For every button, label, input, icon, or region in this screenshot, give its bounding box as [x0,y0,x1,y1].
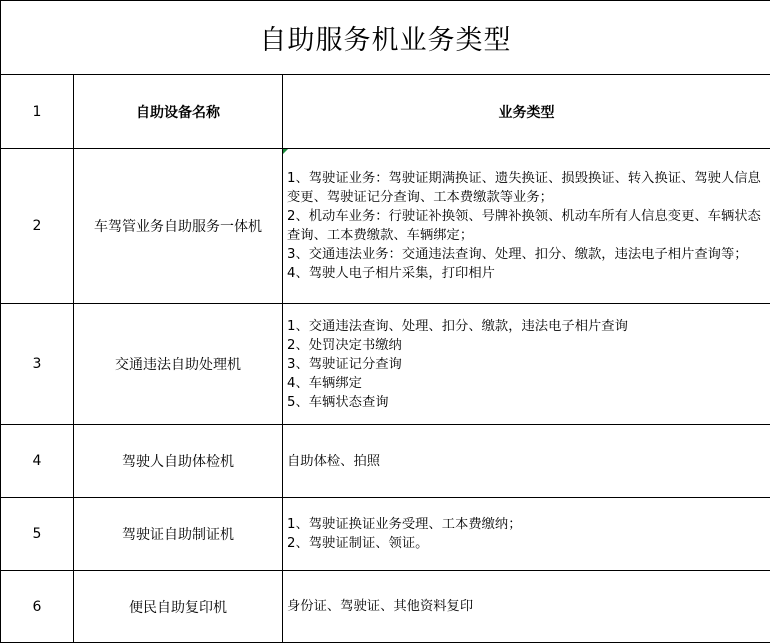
device-name-cell[interactable]: 交通违法自助处理机 [74,304,283,425]
services-cell[interactable] [283,149,770,304]
title-row [1,1,770,75]
service-line: 2、处罚决定书缴纳 [287,336,768,355]
table-row [1,425,770,498]
row-index-cell[interactable]: 5 [1,498,74,571]
service-line: 4、车辆绑定 [287,374,768,393]
service-line: 5、车辆状态查询 [287,393,768,412]
device-name-cell[interactable]: 驾驶证自助制证机 [74,498,283,571]
service-line: 1、驾驶证业务：驾驶证期满换证、遗失换证、损毁换证、转入换证、驾驶人信息变更、驾驶证记分查询、工本费缴款等业务； [287,169,768,207]
header-device-name-cell[interactable]: 自助设备名称 [74,75,283,149]
service-line: 3、驾驶证记分查询 [287,355,768,374]
service-line: 3、交通违法业务：交通违法查询、处理、扣分、缴款，违法电子相片查询等； [287,245,768,264]
header-index-cell[interactable]: 1 [1,75,74,149]
service-line: 1、交通违法查询、处理、扣分、缴款，违法电子相片查询 [287,317,768,336]
device-name-cell[interactable]: 车驾管业务自助服务一体机 [74,149,283,304]
table-row [1,149,770,304]
services-cell[interactable] [283,304,770,425]
service-line: 身份证、驾驶证、其他资料复印 [287,597,768,616]
row-index-cell[interactable]: 4 [1,425,74,498]
device-name-cell[interactable]: 驾驶人自助体检机 [74,425,283,498]
table-row [1,571,770,643]
service-line: 2、驾驶证制证、领证。 [287,534,768,553]
service-line: 1、驾驶证换证业务受理、工本费缴纳； [287,515,768,534]
services-cell[interactable] [283,571,770,643]
device-name-cell[interactable]: 便民自助复印机 [74,571,283,643]
row-index-cell[interactable]: 6 [1,571,74,643]
services-cell[interactable] [283,425,770,498]
header-row [1,75,770,149]
table-row [1,304,770,425]
service-line: 自助体检、拍照 [287,452,768,471]
row-index-cell[interactable]: 2 [1,149,74,304]
comment-indicator-icon [283,149,288,154]
service-line: 2、机动车业务：行驶证补换领、号牌补换领、机动车所有人信息变更、车辆状态查询、工本费缴款、车辆绑定； [287,207,768,245]
row-index-cell[interactable]: 3 [1,304,74,425]
header-business-type-cell[interactable]: 业务类型 [283,75,770,149]
table-title[interactable]: 自助服务机业务类型 [1,1,770,75]
table-row [1,498,770,571]
service-line: 4、驾驶人电子相片采集，打印相片 [287,264,768,283]
services-cell[interactable] [283,498,770,571]
